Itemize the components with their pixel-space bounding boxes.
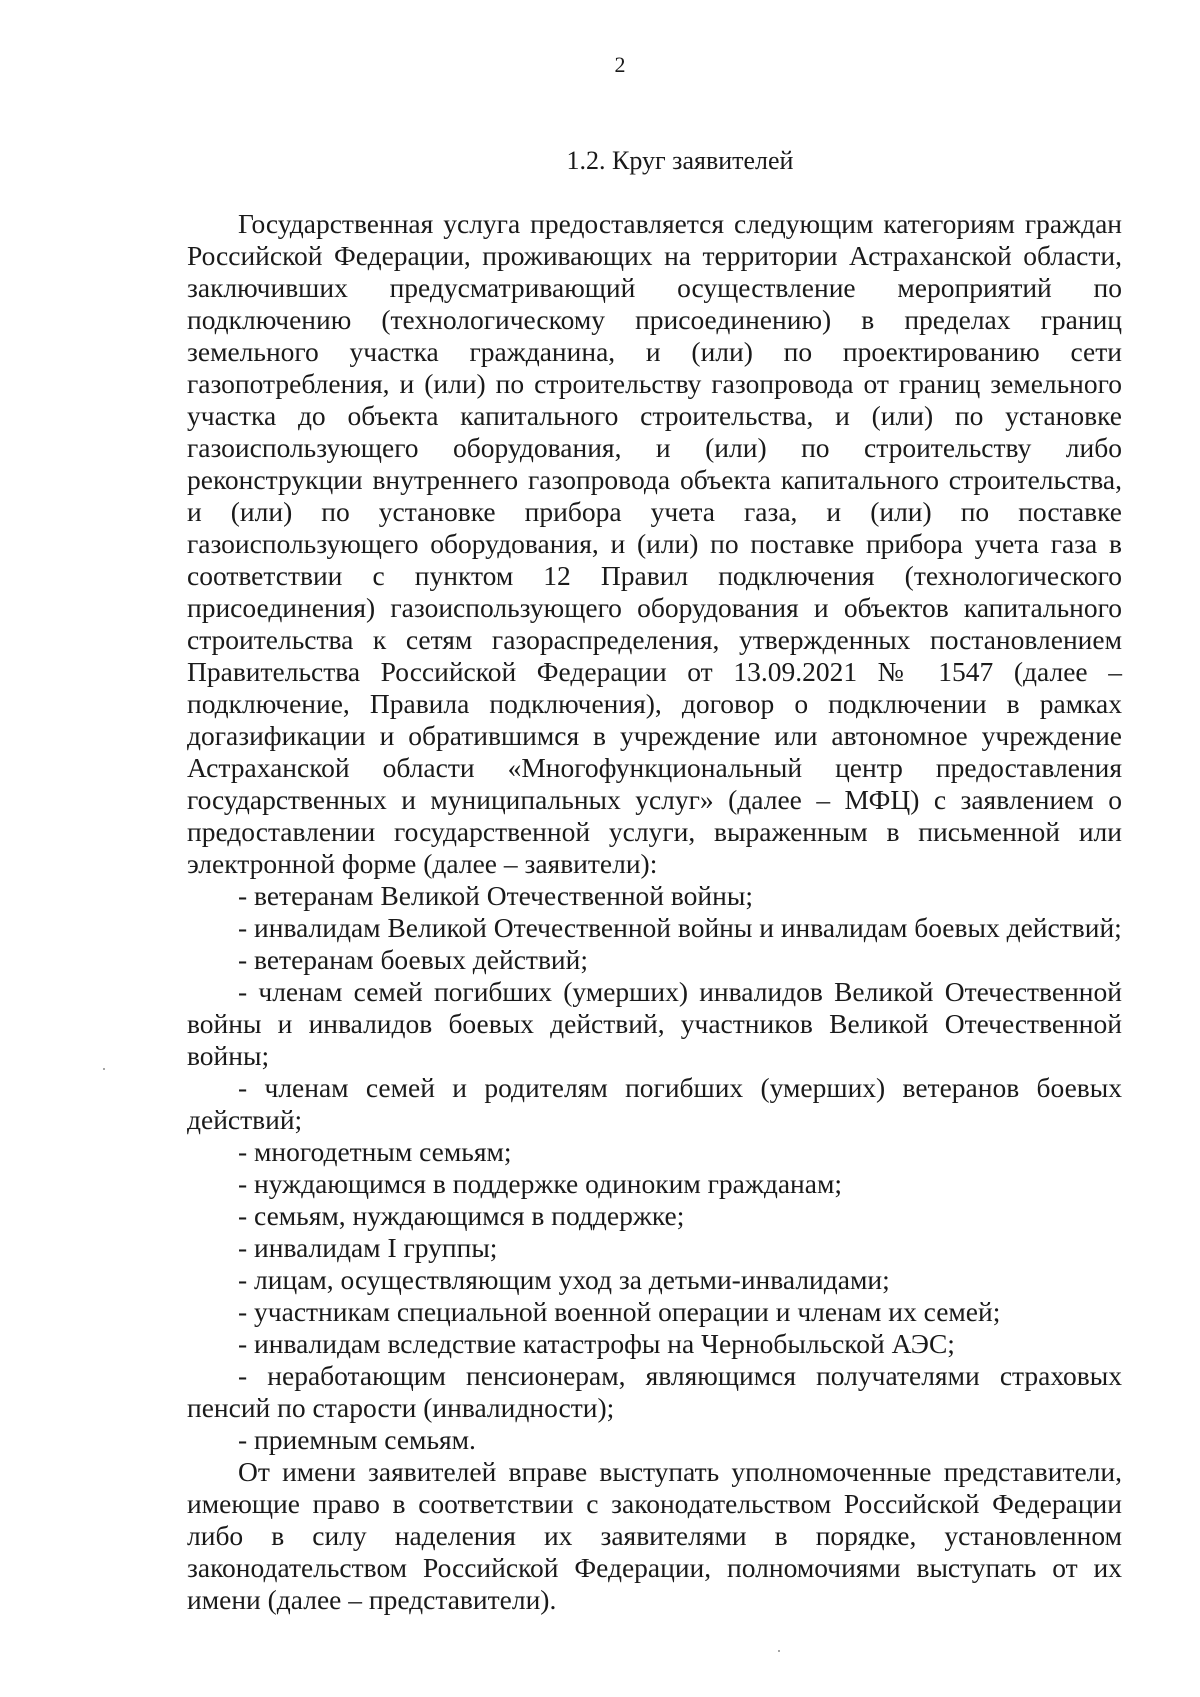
list-item: - ветеранам боевых действий; [238,944,589,975]
list-item: - ветеранам Великой Отечественной войны; [238,880,753,911]
list-item: - членам семей погибших (умерших) инвалидов Великой Отечественной войны и инвалидов боевых действий, участников Великой Отечественной войны; [187,976,1122,1071]
list-item: - инвалидам вследствие катастрофы на Чернобыльской АЭС; [238,1328,955,1359]
list-item: - многодетным семьям; [238,1136,512,1167]
list-item: - инвалидам I группы; [238,1232,498,1263]
list-item: - нуждающимся в поддержке одиноким гражданам; [238,1168,843,1199]
body-text [187,208,1122,1616]
list-item: - приемным семьям. [238,1424,476,1455]
section-title: 1.2. Круг заявителей [566,146,794,175]
list-item: - инвалидам Великой Отечественной войны и инвалидам боевых действий; [238,912,1122,943]
intro-paragraph: Государственная услуга предоставляется следующим категориям граждан Российской Федерации, проживающих на территории Астраханской области, заключивших предусматривающий осуществление мероприятий по подключению (технологическому присоединению) в пределах границ земельного участка гражданина, и (или) по проектированию сети газопотребления, и (или) по строительству газопровода от границ земельного участка до объекта капитального строительства, и (или) по установке газоиспользующего оборудования, и (или) по строительству либо реконструкции внутреннего газопровода объекта капитального строительства, и (или) по установке прибора учета газа, и (или) по поставке газоиспользующего оборудования, и (или) по поставке прибора учета газа в соответствии с пунктом 12 Правил подключения (технологического присоединения) газоиспользующего оборудования и объектов капитального строительства к сетям газораспределения, утвержденных постановлением Правительства Российской Федерации от 13.09.2021 № 1547 (далее – подключение, Правила подключения), договор о подключении в рамках догазификации и обратившимся в учреждение или автономное учреждение Астраханской области «Многофункциональный центр предоставления государственных и муниципальных услуг» (далее – МФЦ) с заявлением о предоставлении государственной услуги, выраженным в письменной или электронной форме (далее – заявители): [187,208,1122,879]
scan-speck [778,1650,780,1652]
list-item: - членам семей и родителям погибших (умерших) ветеранов боевых действий; [187,1072,1122,1135]
page-number: 2 [614,52,626,77]
list-item: - лицам, осуществляющим уход за детьми-инвалидами; [238,1264,890,1295]
closing-paragraph: От имени заявителей вправе выступать уполномоченные представители, имеющие право в соответствии с законодательством Российской Федерации либо в силу наделения их заявителями в порядке, установленном законодательством Российской Федерации, полномочиями выступать от их имени (далее – представители). [187,1456,1122,1615]
scan-speck [103,1068,105,1070]
list-item: - неработающим пенсионерам, являющимся получателями страховых пенсий по старости (инвалидности); [187,1360,1122,1423]
list-item: - участникам специальной военной операции и членам их семей; [238,1296,1001,1327]
list-item: - семьям, нуждающимся в поддержке; [238,1200,685,1231]
